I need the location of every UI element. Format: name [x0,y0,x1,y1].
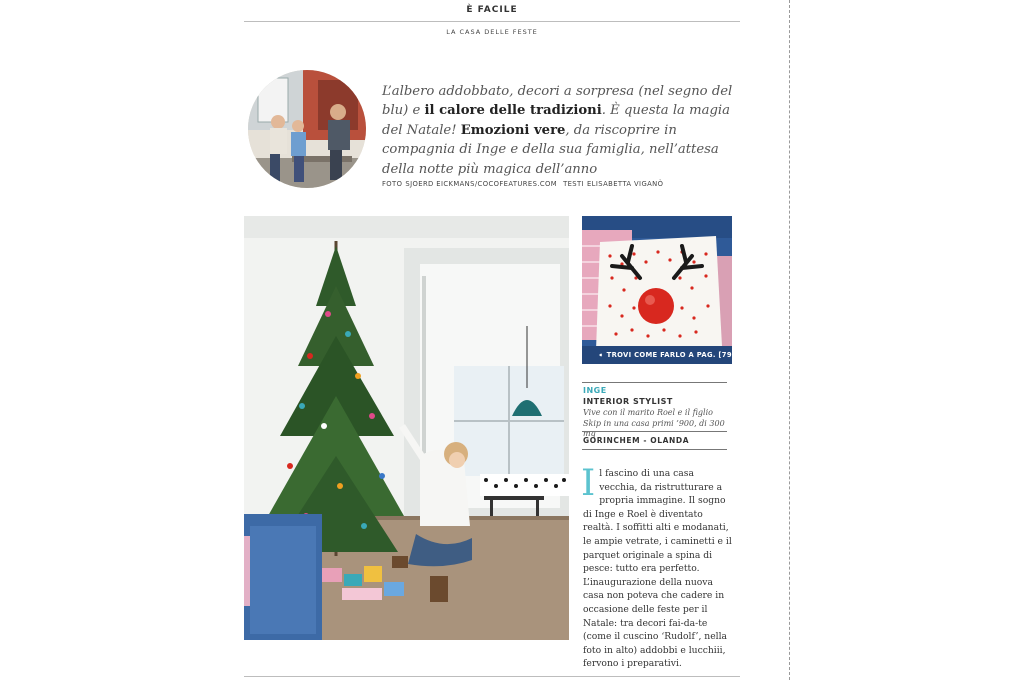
header-kicker: È FACILE [466,5,518,15]
pillow-photo [582,216,732,364]
text-credit-label: TESTI [563,180,584,188]
intro-highlight-1: il calore delle tradizioni [424,103,602,119]
intro-text-1: L’albero addobbato, decori a sorpresa (nel segno del blu) e [382,84,733,119]
text-credit-name: ELISABETTA VIGANÒ [586,180,664,188]
page-trim-line [789,0,790,680]
footer-rule [244,676,740,677]
pillow-caption [598,351,735,359]
profile-location: GORINCHEM - OLANDA [583,436,690,445]
intro-highlight-2: Emozioni vere [460,122,566,138]
profile-bio: Vive con il marito Roel e il figlio Skip in una casa primi ’900, di 300 mq [583,408,725,438]
profile-role: INTERIOR STYLIST [583,397,673,406]
pillow-caption-text: TROVI COME FARLO A PAG. [79] [606,351,736,359]
photo-credit-label: FOTO [382,180,403,188]
section-title: LA CASA DELLE FESTE [446,28,538,36]
profile-bottom-rule [582,449,727,450]
header-rule [244,21,740,22]
drop-cap: I [581,463,596,504]
photo-credit-name: SJOERD EICKMANS/COCOFEATURES.COM [405,180,558,188]
family-photo [248,70,366,188]
arrow-right-icon: ➧ [598,351,604,359]
credits-line [382,180,663,188]
christmas-tree-photo [244,216,569,640]
profile-mid-rule [582,431,727,432]
article-text: l fascino di una casa vecchia, da ristrutturare a propria immagine. Il sogno di Inge e Roel è diventato realtà. I soffitti alti e modanati, le ampie vetrate, i caminetti e il parquet originale a spina di pesce: tutto era perfetto. L’inaugurazione della nuova casa non poteva che cadere in occasione delle feste per il Natale: tra decori fai-da-te (come il cuscino ‘Rudolf’, nella foto in alto) addobbi e lucchiii, fervono i preparativi. [583,468,732,670]
article-body [581,463,733,671]
intro-text-3: , da riscoprire in compagnia di Inge e della sua famiglia, nell’attesa della notte più magica dell’anno [382,122,719,177]
intro-text-2: . È questa la magia del Natale! [382,103,730,138]
intro-paragraph [382,82,742,179]
profile-top-rule [582,382,727,383]
profile-name: INGE [583,386,607,395]
